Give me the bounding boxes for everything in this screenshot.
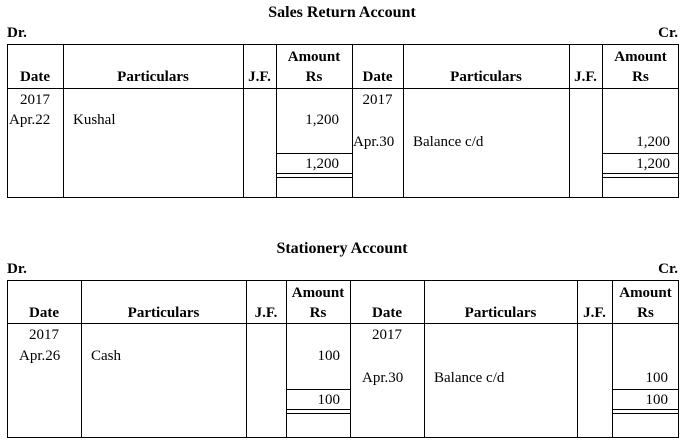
header-amount-cr: Amount bbox=[619, 285, 672, 301]
account-title: Sales Return Account bbox=[268, 4, 416, 21]
debit-label: Dr. bbox=[7, 25, 27, 41]
header-date-dr: Date bbox=[20, 69, 50, 85]
header-particulars-dr: Particulars bbox=[127, 305, 200, 321]
header-rs-cr: Rs bbox=[632, 69, 649, 85]
header-amount-dr: Amount bbox=[291, 285, 345, 301]
header-jf-cr: J.F. bbox=[574, 69, 597, 85]
credit-total: 100 bbox=[645, 392, 668, 408]
header-rs-cr: Rs bbox=[637, 305, 654, 321]
credit-label: Cr. bbox=[658, 261, 678, 277]
credit-particulars: Balance c/d bbox=[413, 134, 484, 150]
credit-amount: 100 bbox=[645, 370, 668, 386]
header-date-cr: Date bbox=[372, 305, 402, 321]
header-rs-dr: Rs bbox=[305, 69, 323, 85]
account-title: Stationery Account bbox=[276, 240, 408, 257]
header-particulars-dr: Particulars bbox=[117, 69, 189, 85]
debit-amount: 100 bbox=[317, 348, 340, 364]
header-amount-dr: Amount bbox=[287, 49, 341, 65]
debit-total: 100 bbox=[317, 392, 340, 408]
debit-year: 2017 bbox=[20, 92, 50, 108]
header-divider bbox=[7, 323, 679, 324]
debit-total: 1,200 bbox=[305, 156, 339, 172]
credit-label: Cr. bbox=[658, 25, 678, 41]
credit-date: Apr.30 bbox=[362, 370, 404, 386]
header-divider bbox=[7, 88, 679, 89]
debit-date: Apr.26 bbox=[19, 348, 61, 364]
credit-total: 1,200 bbox=[636, 156, 670, 172]
header-rs-dr: Rs bbox=[309, 305, 327, 321]
debit-label: Dr. bbox=[7, 261, 27, 277]
debit-date: Apr.22 bbox=[9, 112, 51, 128]
header-amount-cr: Amount bbox=[614, 49, 667, 65]
header-particulars-cr: Particulars bbox=[450, 69, 522, 85]
debit-year: 2017 bbox=[29, 327, 59, 343]
credit-amount: 1,200 bbox=[636, 134, 670, 150]
header-particulars-cr: Particulars bbox=[464, 305, 537, 321]
debit-amount: 1,200 bbox=[305, 112, 339, 128]
debit-particulars: Kushal bbox=[73, 112, 116, 128]
credit-particulars: Balance c/d bbox=[434, 370, 505, 386]
header-date-dr: Date bbox=[29, 305, 59, 321]
credit-date: Apr.30 bbox=[353, 134, 395, 150]
debit-particulars: Cash bbox=[91, 348, 121, 364]
header-jf-cr: J.F. bbox=[583, 305, 606, 321]
header-jf-dr: J.F. bbox=[248, 69, 271, 85]
credit-year: 2017 bbox=[362, 92, 393, 108]
header-jf-dr: J.F. bbox=[254, 305, 278, 321]
credit-year: 2017 bbox=[372, 327, 402, 343]
header-date-cr: Date bbox=[362, 69, 393, 85]
